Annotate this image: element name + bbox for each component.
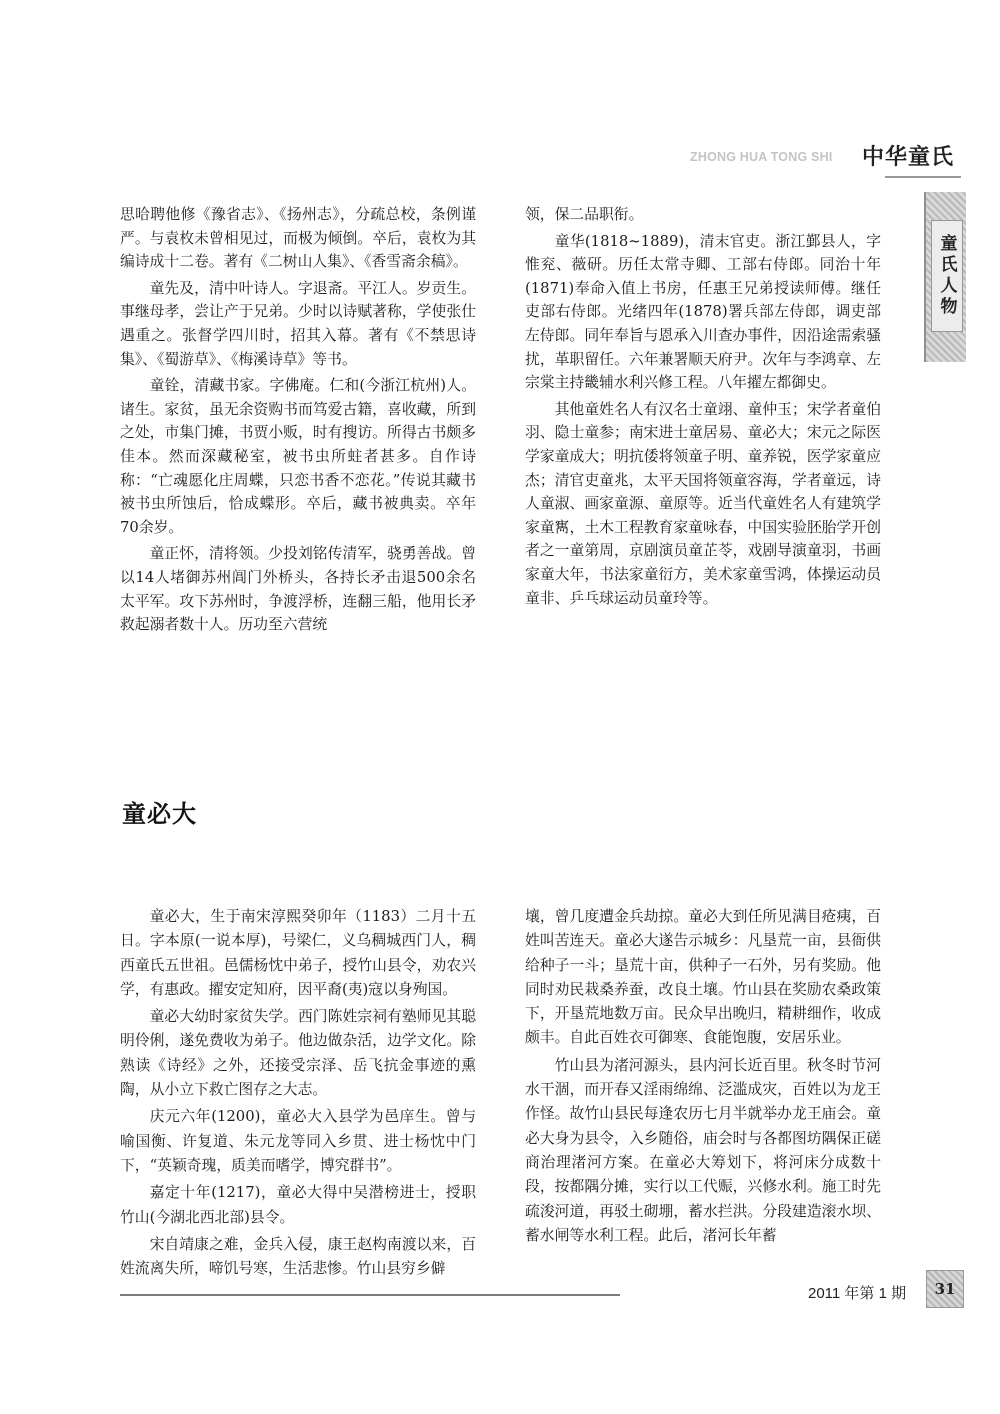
paragraph: 童先及，清中叶诗人。字退斋。平江人。岁贡生。事继母孝，尝让产于兄弟。少时以诗赋著称，学使张仕遇重之。张督学四川时，招其入幕。著有《不禁思诗集》、《蜀游草》、《梅溪诗草》等书。 xyxy=(120,279,476,368)
paragraph: 领，保二品职衔。 xyxy=(525,206,644,223)
page-number-badge xyxy=(926,1270,964,1308)
section-title: 童必大 xyxy=(122,800,197,828)
paragraph: 宋自靖康之难，金兵入侵，康王赵构南渡以来，百姓流离失所，啼饥号寒，生活悲惨。竹山县穷乡僻 xyxy=(120,1235,476,1278)
paragraph: 庆元六年(1200)，童必大入县学为邑庠生。曾与喻国衡、许复道、朱元龙等同入乡贯、进士杨忱中门下，“英颖奇瑰，质美而嗜学，博究群书”。 xyxy=(120,1108,476,1174)
header-rule xyxy=(885,176,961,178)
journal-latin-title: ZHONG HUA TONG SHI xyxy=(690,150,833,164)
section-side-tab-frame xyxy=(931,220,963,332)
paragraph: 童必大幼时家贫失学。西门陈姓宗祠有塾师见其聪明伶俐，遂免费收为弟子。他边做杂活，边学文化。除熟读《诗经》之外，还接受宗泽、岳飞抗金事迹的熏陶，从小立下救亡图存之大志。 xyxy=(120,1008,476,1099)
paragraph: 壤，曾几度遭金兵劫掠。童必大到任所见满目疮痍，百姓叫苦连天。童必大遂告示城乡：凡垦荒一亩，县衙供给种子一斗；垦荒十亩，供种子一石外，另有奖励。他同时劝民栽桑养蚕，改良土壤。竹山县在奖励农桑政策下，开垦荒地数万亩。民众早出晚归，精耕细作，收成颇丰。自此百姓衣可御寒、食能饱腹，安居乐业。 xyxy=(525,908,881,1047)
issue-label: 2011 年第 1 期 xyxy=(808,1285,907,1302)
paragraph: 嘉定十年(1217)，童必大得中吴潜榜进士，授职竹山(今湖北西北部)县令。 xyxy=(120,1184,476,1226)
top-left-column xyxy=(120,203,476,640)
footer-rule xyxy=(120,1294,620,1296)
page-number: 31 xyxy=(934,1280,956,1298)
paragraph: 童华(1818~1889)，清末官吏。浙江鄞县人，字惟兖、薇研。历任太常寺卿、工部右侍郎。同治十年(1871)奉命入值上书房，任惠王兄弟授读师傅。继任吏部右侍郎。光绪四年(1878)署兵部左侍郎，调吏部左侍郎。同年奉旨与恩承入川查办事件，因沿途需索骚扰，革职留任。六年兼署顺天府尹。次年与李鸿章、左宗棠主持畿辅水利兴修工程。八年擢左都御史。 xyxy=(525,232,881,392)
section-side-tab-label: 童氏人物 xyxy=(936,234,957,318)
bottom-left-column xyxy=(120,905,476,1284)
section-side-tab xyxy=(924,192,966,362)
paragraph: 其他童姓名人有汉名士童翊、童仲玉；宋学者童伯羽、隐士童参；南宋进士童居易、童必大；宋元之际医学家童成大；明抗倭将领童子明、童养锐，医学家童应杰；清官吏童兆，太平天国将领童容海，学者童远，诗人童淑、画家童源、童原等。近当代童姓名人有建筑学家童寯，土木工程教育家童咏春，中国实验胚胎学开创者之一童第周，京剧演员童芷苓，戏剧导演童羽，书画家童大年，书法家童衍方，美术家童雪鸿，体操运动员童非、乒乓球运动员童玲等。 xyxy=(525,400,881,607)
top-right-column xyxy=(525,203,881,613)
paragraph: 童铨，清藏书家。字佛庵。仁和(今浙江杭州)人。诸生。家贫，虽无余资购书而笃爱古籍，喜收藏，所到之处，市集门摊，书贾小贩，时有搜访。所得古书颇多佳本。然而深藏秘室，被书虫所蛀者甚多。自作诗称：“亡魂愿化庄周蝶，只恋书香不恋花。”传说其藏书被书虫所蚀后，恰成蝶形。卒后，藏书被典卖。卒年70余岁。 xyxy=(120,377,476,536)
paragraph: 思哈聘他修《豫省志》、《扬州志》，分疏总校，条例谨严。与袁枚未曾相见过，而极为倾倒。卒后，袁枚为其编诗成十二卷。著有《二树山人集》、《香雪斋余稿》。 xyxy=(120,206,476,271)
journal-title: 中华童氏 xyxy=(862,145,955,170)
paragraph: 童必大，生于南宋淳熙癸卯年（1183）二月十五日。字本原(一说本厚)，号梁仁，义乌稠城西门人，稠西童氏五世祖。邑儒杨忱中弟子，授竹山县令，劝农兴学，有惠政。擢安定知府，因平裔(夷)寇以身殉国。 xyxy=(120,908,476,998)
paragraph: 竹山县为渚河源头，县内河长近百里。秋冬时节河水干涸，而开春又淫雨绵绵、泛滥成灾，百姓以为龙王作怪。故竹山县民每逢农历七月半就举办龙王庙会。童必大身为县令，入乡随俗，庙会时与各都图坊隅保正磋商治理渚河方案。在童必大筹划下，将河床分成数十段，按都隅分摊，实行以工代赈，兴修水利。施工时先疏浚河道，再驳土砌堋，蓄水拦洪。分段建造滚水坝、蓄水闸等水利工程。此后，渚河长年蓄 xyxy=(525,1056,881,1244)
bottom-right-column xyxy=(525,905,881,1251)
paragraph: 童正怀，清将领。少投刘铭传清军，骁勇善战。曾以14人堵御苏州阊门外桥头，各持长矛击退500余名太平军。攻下苏州时，争渡浮桥，连翻三船，他用长矛救起溺者数十人。历功至六营统 xyxy=(120,545,476,634)
